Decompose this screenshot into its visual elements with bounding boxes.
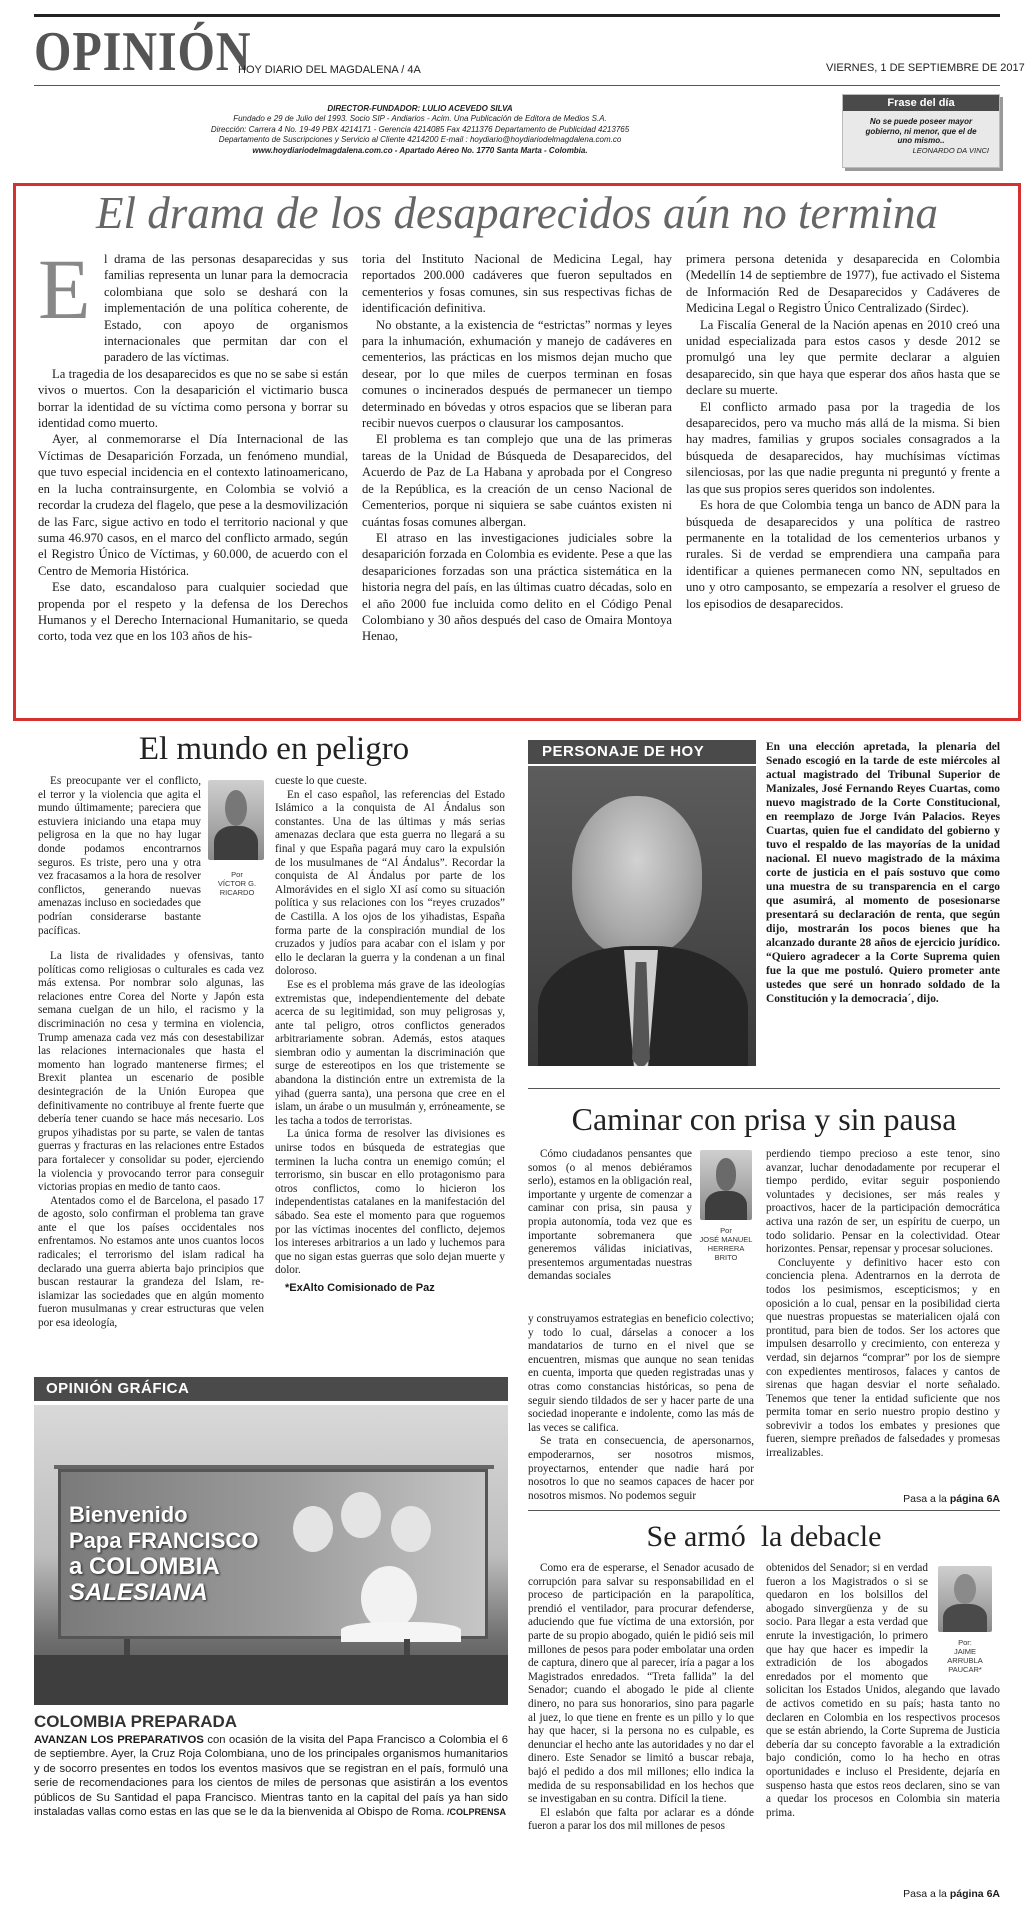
personaje-text: En una elección apretada, la plenaria del Senado escogió en la tarde de este miércoles al actual magistrado del Tribunal Superior de Manizales, José Fernando Reyes Cuartas, como nuevo magistrado de la Corte Constitucional, en reemplazo de Jorge Iván Palacios. Reyes Cuartas, quien fue el candidato del gobierno y tuvo el respaldo de las mayorías de la unidad nacional. El nuevo magistrado de la máxima corte de justicia en el país sostuvo que como una muestra de su transparencia en el cargo que asumirá, al momento de posesionarse presentará su declaración de renta, que según dijo, mostrarán los pocos bienes que ha alcanzado durante 28 años de ejercicio jurídico. “Quiero agradecer a la Corte Suprema quien fue la que me postuló. Quiero prometer ante ustedes que seré un honrado soldado de la Constitución y la democracia´, dijo. bbox=[766, 741, 1000, 1005]
section-title: OPINIÓN bbox=[34, 21, 252, 83]
portrait-face bbox=[572, 796, 702, 956]
billboard-line: SALESIANA bbox=[69, 1579, 208, 1606]
author-prefix: Por: bbox=[958, 1638, 972, 1647]
billboard-figure bbox=[293, 1506, 333, 1552]
billboard-text bbox=[69, 1502, 258, 1606]
caminar-column-2 bbox=[766, 1148, 1000, 1461]
grafica-photo bbox=[34, 1405, 508, 1705]
editorial-paragraph: l drama de las personas desaparecidas y sus familias representa un lunar para la democracia colombiana que solo se deshará con la implementación de una política coherente, de Estado, con apoyo de organismos internacionales que permitan dar con el paradero de las víctimas. bbox=[104, 252, 348, 365]
billboard bbox=[58, 1469, 488, 1639]
editorial-paragraph: Ayer, al conmemorarse el Día Internacional de las Víctimas de Desaparición Forzada, un fenómeno mundial, que tuvo especial incidencia en el contexto latinoamericano, en la lucha contrainsurgente, en Colombia se volvió a recordar la crudeza del flagelo, que pese a la desmovilización de las Farc, sigue activo en todo el territorio nacional y que suma 46.970 casos, en el marco del conflicto armado, según el Registro Único de Víctimas, y 60.000, de acuerdo con el Centro de Memoria Histórica. bbox=[38, 432, 348, 578]
issue-date: VIERNES, 1 DE SEPTIEMBRE DE 2017 bbox=[826, 62, 1025, 74]
grafica-band: OPINIÓN GRÁFICA bbox=[34, 1377, 508, 1401]
mundo-title: El mundo en peligro bbox=[138, 731, 410, 767]
editorial-paragraph: toria del Instituto Nacional de Medicina Legal, hay reportados 200.000 cadáveres que fueron sepultados en cementerios y fosas comunes, sin sus respectivas fichas de identificación definitiva. bbox=[362, 252, 672, 316]
mundo-paragraph: La lista de rivalidades y ofensivas, tanto políticas como religiosas o culturales es cada vez más extensa. Por nombrar solo algunas, las relaciones entre Corea del Norte y Japón esta semana cuelgan de un hilo, el racismo y la discriminación no cesa y termina en violencia, Trump amenaza cada vez más con desestabilizar las relaciones internacionales que hasta el momento han logrado mantenerse firmes; el Brexit plantea un escenario de posible desintegración de la Unión Europea que definitivamente no contribuye al frente fuerte que debería tener cuando se hace más necesario. Los grupos yihadistas por su parte, se valen de tantas guerras y fracturas en las relaciones entre Estados para fortalecer y consolidar su poder, ejerciendo la violencia y provocando terror para conseguir victorias propias en medio de tanto caos. bbox=[38, 950, 264, 1194]
grafica-caption bbox=[34, 1733, 508, 1819]
caption-lead: AVANZAN LOS PREPARATIVOS bbox=[34, 1734, 204, 1746]
mundo-paragraph: En el caso español, las referencias del Estado Islámico a la conquista de Al Ándalus son constantes. Una de las últimas y más serias amenazas declara que esta guerra no llegará a su final y que España pagará muy caro la expulsión de los musulmanes de “Al Ándalus”. Recordar la conquista de Al Ándalus por parte de los Almorávides en el siglo XI así como su situación política y sus relaciones con los “reyes cruzados” de Castilla. A los ojos de los yihadistas, España forma parte de la conspiración mundial de los cruzados y judíos para acabar con el islam y por ello le declaran la guerra y la condenan a un final doloroso. bbox=[275, 788, 505, 978]
personaje-column bbox=[766, 740, 1000, 1006]
debacle-paragraph: Como era de esperarse, el Senador acusado de corrupción para salvar su responsabilidad en el proceso de participación en la parapolítica, prendió el ventilador, para procurar defenderse, aduciendo que fue víctima de una extorsión, por parte de su propio abogado, quién le pidió seis mil millones de pesos para poder embolatar una orden de captura, dinero que al parecer, iría a pagar a los Magistrados enredados. “Treta fallida” la del Senador; cuando el abogado le pide al cliente dinero, no para sus honorarios, sino para pagarle al juez, lo que tiene en frente es un pillo y lo que hay que hacer, si la persona no es culpable, es denunciar el hecho ante las autoridades y no dar el dinero. Este Senador se limitó a buscar rebaja, bajó el pedido a dos mil millones; ello indica la medida de su responsabilidad en los hechos que se investigaban en su contra. Difícil la tiene. bbox=[528, 1562, 754, 1806]
caminar-paragraph: Concluyente y definitivo hacer esto con conciencia plena. Adentrarnos en la derrota de todos los pesimismos, escepticismos; y en oposición a lo cual, pensar en la posibilidad cierta que nuestras propuestas se materialicen ojalá con prontitud, para bien de todos. Ser los actores que impulsen desarrollo y crecimiento, con entereza y verdad, sin dejarnos “comprar” por los de siempre con expedientes mentirosos, falaces y cantos de sirenas que hagan desviar el norte señalado. Tenemos que tener la entidad suficiente que nos permita tomar en serio nuestro propio destino y sobrevivir a todos los embates y presiones que fueren, siempre preñados de falsedades y promesas irrealizables. bbox=[766, 1256, 1000, 1460]
mundo-paragraph: Es preocupante ver el conflicto, el terror y la violencia que agita el mundo últimamente; pareciera que estuviera iniciando una etapa muy peligrosa en la que no hay lugar donde podamos encontrarnos seguros. Es triste, pero una y otra vez fracasamos a la hora de resolver conflictos, generando nuevas amenazas incluso en sociedades que podrían considerarse bastante pacíficas. bbox=[38, 775, 201, 937]
caminar-column-1a bbox=[528, 1148, 692, 1284]
editorial-paragraph: Es hora de que Colombia tenga un banco de ADN para la búsqueda de desaparecidos y una política de rastreo permanente en la totalidad de los cementerios urbanos y rurales. Si de verdad se emprendiera una campaña para identificar a quienes permanecen como NN, sepultados en uno y otro camposanto, se empezaría a resolver el grueso de los episodios de desaparecidos. bbox=[686, 498, 1000, 611]
editorial-paragraph: El atraso en las investigaciones judiciales sobre la desaparición forzada en Colombia es evidente. Pese a que las desapariciones forzadas son una práctica sistemática en la historia negra del país, en las últimas cuatro décadas, solo en el año 2000 fue incluida como delito en el Código Penal Colombiano y 30 años después del caso de Omaira Montoya Henao, bbox=[362, 530, 672, 644]
editorial-paragraph: La Fiscalía General de la Nación apenas en 2010 creó una unidad especializada para estos casos y desde 2012 se promulgó una ley que permite declarar a alguien desaparecido, sin que haya que esperar dos años hasta que se declare su muerte. bbox=[686, 317, 1000, 398]
billboard-figure bbox=[391, 1506, 431, 1552]
masthead-line: DIRECTOR-FUNDADOR: LULIO ACEVEDO SILVA bbox=[327, 104, 513, 113]
quote-box bbox=[842, 94, 1000, 168]
editorial-paragraph: La tragedia de los desaparecidos es que no se sabe si están vivos o muertos. Con la desaparición el victimario busca borrar la identidad de su víctima como persona y borrar su identidad como muerto. bbox=[38, 366, 348, 431]
editorial-column-1 bbox=[38, 251, 348, 645]
personaje-rule bbox=[528, 1088, 1000, 1089]
quote-author: LEONARDO DA VINCI bbox=[912, 145, 989, 155]
masthead-line: www.hoydiariodelmagdalena.com.co - Apartado Aéreo No. 1770 Santa Marta - Colombia. bbox=[252, 145, 588, 155]
personaje-band: PERSONAJE DE HOY bbox=[528, 740, 756, 764]
debacle-jump bbox=[880, 1888, 1000, 1900]
billboard-line: a COLOMBIA bbox=[69, 1553, 220, 1580]
mundo-column-1b bbox=[38, 950, 264, 1331]
photo-ground bbox=[34, 1655, 508, 1705]
caption-text: con ocasión de la visita del Papa Francisco a Colombia el 6 de septiembre. Ayer, la Cruz Roja Colombiana, uno de los principales organismos humanitarios y de socorro presentes en todos los eventos masivos que se registran en el país, formuló una serie de recomendaciones para los cientos de miles de personas que asistirán a los eventos públicos de Su Santidad el papa Francisco. Mientras tanto en la capital del país ya han sido instaladas vallas como estas en las que se le da la bienvenida al Obispo de Roma. bbox=[34, 1734, 508, 1819]
author-name: JOSÉ MANUEL HERRERA BRITO bbox=[699, 1235, 753, 1262]
quote-title: Frase del día bbox=[843, 95, 999, 111]
editorial-paragraph: No obstante, a la existencia de “estrictas” normas y leyes para la inhumación, exhumación y manejo de cadáveres en cementerios, las prácticas en los mismos dejan mucho que desear, por lo que miles de cuerpos terminan en fosas comunes o incinerados después de permanecer un tiempo determinado en bóvedas y otros espacios que se liberan para recibir nuevos cuerpos o clausurar los camposantos. bbox=[362, 317, 672, 431]
mundo-paragraph: cueste lo que cueste. bbox=[275, 775, 367, 787]
billboard-figure bbox=[341, 1492, 381, 1538]
billboard-line: Papa FRANCISCO bbox=[69, 1528, 259, 1553]
mundo-paragraph: Ese es el problema más grave de las ideologías extremistas que, independientemente del debate acerca de su legitimidad, son muy peligrosas y, ante tal peligro, otros conflictos generados arbitrariamente sobran. Además, estos ataques siembran odio y aumentan la discriminación que surge de estereotipos en los que tristemente se abandona la distinción entre un extremista de la yihad (guerra santa), una persona que cree en el islam, un árabe o un musulmán y, erróneamente, se les tacha a todos de terroristas. bbox=[275, 978, 505, 1127]
caminar-paragraph: y construyamos estrategias en beneficio colectivo; y todo lo cual, dárselas a conocer a los mandatarios de turno en el nivel que se encuentren, mismas que aunque no sean tenidas en cuenta, importa que queden registradas unas y otras como constancias históricas, so pena de seguir siendo tildados de ser y hacer parte de una sociedad inoperante e indolente, como las más de las veces se califica. bbox=[528, 1313, 754, 1434]
caminar-jump bbox=[880, 1493, 1000, 1505]
masthead-line: Fundado e 29 de Julio del 1993. Socio SIP - Andiarios - Acim. Una Publicación de Editora de Medios S.A. bbox=[233, 114, 607, 124]
top-rule bbox=[34, 14, 1000, 17]
author-prefix: Por bbox=[720, 1226, 732, 1235]
header-rule bbox=[34, 85, 1000, 86]
caminar-paragraph: Se trata en consecuencia, de apersonarnos, empoderarnos, ser nosotros mismos, proyectarnos, entender que nadie hará por nosotros lo que no seamos capaces de hacer por nosotros mismos. No podemos seguir bbox=[528, 1435, 754, 1502]
caminar-rule bbox=[528, 1510, 1000, 1511]
editorial-paragraph: El conflicto armado pasa por la tragedia de los desaparecidos, pero va mucho más allá de la misma. Si bien hay madres, familias y grupos sociales consagrados a la búsqueda de desaparecidos, hay muchísimas víctimas silenciosas, por las que nadie pregunta ni preguntó y frente a las que sus propios seres queridos son indolentes. bbox=[686, 399, 1000, 496]
personaje-photo bbox=[528, 766, 756, 1066]
editorial-paragraph: El problema es tan complejo que una de las primeras tareas de la Unidad de Búsqueda de Desaparecidos, del Acuerdo de Paz de La Habana y aprobada por el Congreso de la República, es la creación de un censo Nacional de Cementerios, porque ni siquiera se sabe cuántos existen ni cuántas fosas comunes albergan. bbox=[362, 432, 672, 529]
masthead bbox=[160, 104, 680, 156]
mundo-paragraph: Atentados como el de Barcelona, el pasado 17 de agosto, solo confirman el problema tan grave ante el que los países occidentales nos enfrentamos. No estamos ante unos cuantos locos radicales; el terrorismo del islam radical ha declarado una guerra abierta bajo principios que buscan restaurar la grandeza del Islam, re-islamizar las sociedades que en algún momento fueron musulmanas y crear estructuras que velen por esa ideología, bbox=[38, 1194, 264, 1330]
mundo-footnote: *ExAlto Comisionado de Paz bbox=[285, 1281, 435, 1294]
editorial-dropcap: E bbox=[38, 241, 91, 337]
mundo-column-2 bbox=[275, 775, 505, 1296]
jump-prefix: Pasa a la bbox=[903, 1493, 950, 1505]
caminar-title: Caminar con prisa y sin pausa bbox=[571, 1101, 957, 1137]
masthead-line: Dirección: Carrera 4 No. 19-49 PBX 4214171 - Gerencia 4214085 Fax 4211376 Departamento de Publicidad 4213765 bbox=[210, 124, 630, 134]
mundo-paragraph: La única forma de resolver las divisiones es unirse todos en búsqueda de estrategias que terminen la lucha contra un enemigo común; el terrorismo, sin buscar en ello protagonismo para otros conflictos, como lo hicieron los independentistas catalanes en la manifestación del sábado. Sea este el momento para que roguemos por las víctimas inocentes del conflicto, dejemos los intereses arbitrarios a un lado y luchemos para que no sigan estas guerras que solo dejan muerte y dolor. bbox=[275, 1128, 505, 1277]
caminar-paragraph: perdiendo tiempo precioso a este tenor, sino avanzar, luchar denodadamente por recuperar el tiempo perdido, evitar seguir posponiendo voluntades y decisiones, ser más reales y proactivos, hacer de la participación democrática activa una razón de ser, un espíritu de cuerpo, un todo solidario. Pensar en la colectividad. Otear horizontes. Pensar, repensar y procesar soluciones. bbox=[766, 1148, 1000, 1256]
debacle-paragraph: obtenidos del Senador; si en verdad fueron a los Magistrados o si se quedaron en los bolsillos del abogado sinvergüenza y de su socio. Para llegar a esta verdad que enrute la investigación, lo primero que hay que hacer es impedir la extradición de los abogados enredados por el momento que solicitan los Estados Unidos, alegando que lavado de activos cometido en su país; hasta tanto no declaren en Colombia en los respectivos procesos que se están abriendo, la Corte Suprema de Justicia debería dar su concepto favorable a la extradición bajo condición, como lo ha hecho en otras oportunidades e incluso el Presidente, dejaría en suspenso hasta que estos reos declaren, sino se van a quedar los procesos en Colombia sin materia prima. bbox=[766, 1562, 1000, 1819]
billboard-figure bbox=[341, 1622, 461, 1642]
caption-credit: /COLPRENSA bbox=[444, 1807, 506, 1818]
jump-page[interactable]: página 6A bbox=[949, 1493, 1000, 1505]
masthead-line: Departamento de Suscripciones y Servicio al Cliente 4214200 E-mail : hoydiario@hoydiariodelmagdalena.com.co bbox=[218, 135, 622, 145]
editorial-paragraph: Ese dato, escandaloso para cualquier sociedad que propenda por el respeto y la defensa de los Derechos Humanos y el Derecho Internacional Humanitario, se queda corto, toda vez que en los 103 años de his- bbox=[38, 580, 348, 644]
author-prefix: Por bbox=[231, 870, 243, 879]
editorial-title: El drama de los desaparecidos aún no termina bbox=[95, 188, 938, 238]
debacle-column-1 bbox=[528, 1562, 754, 1834]
quote-text: No se puede poseer mayor gobierno, ni menor, que el de uno mismo.. bbox=[865, 117, 977, 145]
author-photo bbox=[700, 1150, 752, 1220]
billboard-line: Bienvenido bbox=[69, 1502, 188, 1527]
mundo-column-1a bbox=[38, 775, 201, 938]
debacle-paragraph: El eslabón que falta por aclarar es a dónde fueron a parar los dos mil millones de pesos bbox=[528, 1806, 754, 1833]
editorial-column-2 bbox=[362, 251, 672, 645]
paper-name: HOY DIARIO DEL MAGDALENA / 4A bbox=[238, 64, 421, 76]
editorial-column-3 bbox=[686, 251, 1000, 612]
author-photo bbox=[208, 780, 264, 860]
caminar-column-1b bbox=[528, 1313, 754, 1503]
author-byline bbox=[698, 1226, 754, 1262]
jump-prefix: Pasa a la bbox=[903, 1888, 950, 1900]
debacle-title: Se armó la debacle bbox=[646, 1520, 882, 1553]
billboard-pope bbox=[361, 1566, 417, 1630]
author-byline bbox=[210, 870, 264, 897]
debacle-column-2 bbox=[766, 1562, 1000, 1820]
grafica-caption-title: COLOMBIA PREPARADA bbox=[34, 1712, 238, 1731]
caminar-paragraph: Cómo ciudadanos pensantes que somos (o al menos debiéramos serlo), estamos en la obligación real, importante y urgente de comenzar a caminar con prisa, sin pausa y propia autonomía, toda vez que es importante sobremanera que generemos válidas iniciativas, presentemos argumentadas nuestras demandas sociales bbox=[528, 1148, 692, 1283]
editorial-paragraph: primera persona detenida y desaparecida en Colombia (Medellín 14 de septiembre de 1977), fue activado el Sistema de Información Red de Desaparecidos y Cadáveres de Medicina Legal o Registro Único Centralizado (Sirdec). bbox=[686, 252, 1000, 316]
author-name: VÍCTOR G. RICARDO bbox=[217, 879, 257, 897]
jump-page[interactable]: página 6A bbox=[949, 1888, 1000, 1900]
author-name: JAIME ARRUBLA PAUCAR* bbox=[947, 1647, 983, 1674]
